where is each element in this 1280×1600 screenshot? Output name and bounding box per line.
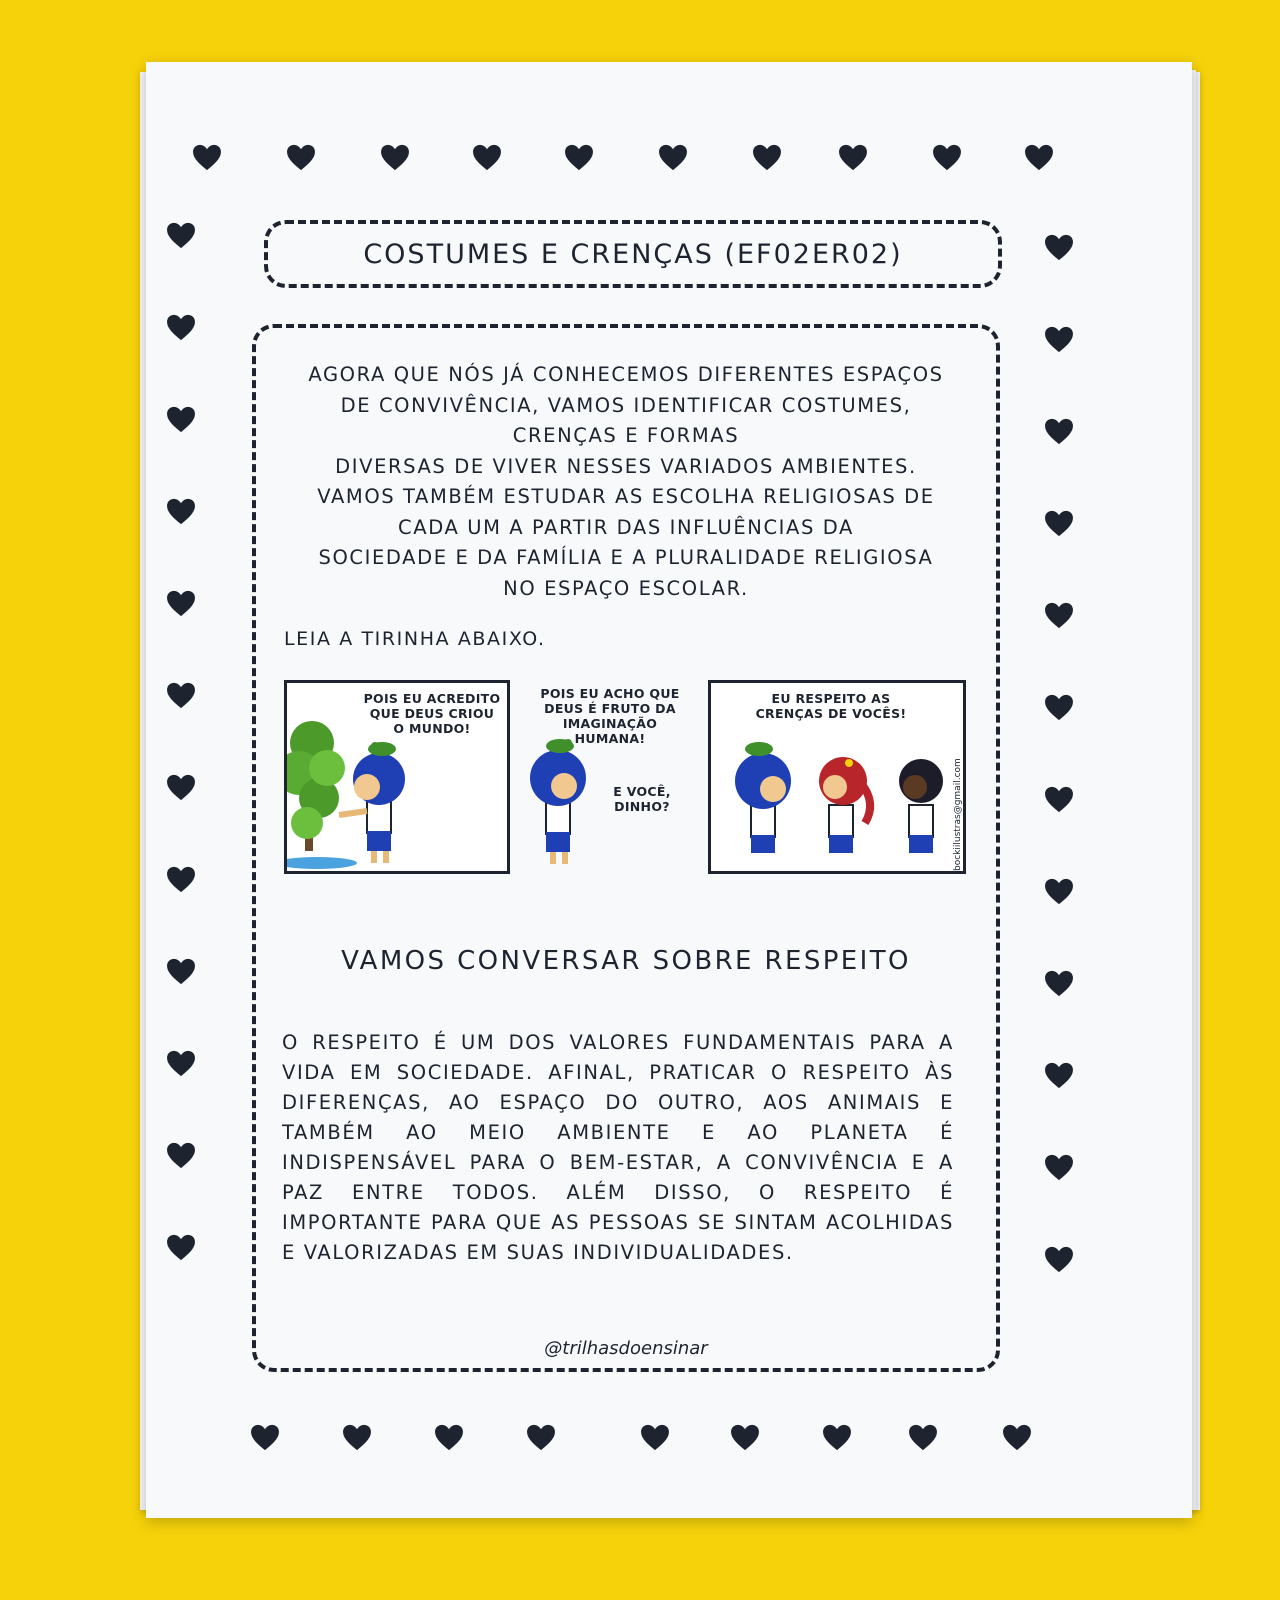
heart-icon [1044, 602, 1074, 629]
heart-icon [250, 1424, 280, 1451]
panel-1-speech: POIS EU ACREDITO QUE DEUS CRIOU O MUNDO! [363, 691, 501, 736]
section-subtitle: VAMOS CONVERSAR SOBRE RESPEITO [341, 946, 911, 976]
heart-icon [1044, 510, 1074, 537]
heart-icon [1044, 694, 1074, 721]
panel-2-speech: POIS EU ACHO QUE DEUS É FRUTO DA IMAGINAÇÃO HUMANA! [540, 686, 680, 746]
comic-panel-3 [708, 680, 966, 874]
worksheet-page [146, 62, 1192, 1518]
body-paragraph: O RESPEITO É UM DOS VALORES FUNDAMENTAIS PARA A VIDA EM SOCIEDADE. AFINAL, PRATICAR O RESPEITO ÀS DIFERENÇAS, AO ESPAÇO DO OUTRO, AOS ANIMAIS E TAMBÉM AO MEIO AMBIENTE E AO PLANETA É INDISPENSÁVEL PARA O BEM-ESTAR, A CONVIVÊNCIA E A PAZ ENTRE TODOS. ALÉM DISSO, O RESPEITO É IMPORTANTE PARA QUE AS PESSOAS SE SINTAM ACOLHIDAS E VALORIZADAS EM SUAS INDIVIDUALIDADES. [282, 1031, 954, 1264]
heart-icon [166, 682, 196, 709]
title-frame [264, 220, 1002, 288]
heart-icon [166, 1050, 196, 1077]
heart-icon [838, 144, 868, 171]
comic-strip [284, 680, 964, 880]
comic-panel-2 [520, 680, 700, 874]
heart-icon [1002, 1424, 1032, 1451]
panel-3-speech: EU RESPEITO AS CRENÇAS DE VOCÊS! [755, 691, 907, 721]
intro-paragraph [280, 360, 972, 604]
comic-panel-1 [284, 680, 510, 874]
heart-icon [1044, 234, 1074, 261]
heart-icon [1044, 970, 1074, 997]
heart-icon [1044, 1154, 1074, 1181]
intro-line: CRENÇAS E FORMAS [512, 424, 740, 447]
heart-icon [166, 406, 196, 433]
author-signature: @trilhasdoensinar [544, 1338, 708, 1359]
heart-icon [166, 1142, 196, 1169]
heart-icon [342, 1424, 372, 1451]
heart-icon [752, 144, 782, 171]
intro-line: VAMOS TAMBÉM ESTUDAR AS ESCOLHA RELIGIOSAS DE [317, 485, 935, 508]
heart-icon [822, 1424, 852, 1451]
heart-icon [472, 144, 502, 171]
intro-line: AGORA QUE NÓS JÁ CONHECEMOS DIFERENTES ESPAÇOS [308, 363, 944, 386]
heart-icon [932, 144, 962, 171]
comic-credit: bockiilustras@gmail.com [953, 758, 963, 871]
heart-icon [434, 1424, 464, 1451]
heart-icon [640, 1424, 670, 1451]
heart-icon [166, 314, 196, 341]
intro-line: DIVERSAS DE VIVER NESSES VARIADOS AMBIENTES. [335, 454, 917, 478]
heart-icon [526, 1424, 556, 1451]
instruction-text: LEIA A TIRINHA ABAIXO. [284, 628, 546, 650]
heart-icon [380, 144, 410, 171]
heart-icon [166, 774, 196, 801]
heart-icon [1024, 144, 1054, 171]
heart-icon [1044, 326, 1074, 353]
heart-icon [1044, 1062, 1074, 1089]
content-frame [252, 324, 1000, 1372]
heart-icon [166, 1234, 196, 1261]
intro-line: DE CONVIVÊNCIA, VAMOS IDENTIFICAR COSTUMES, [340, 393, 912, 417]
intro-line: SOCIEDADE E DA FAMÍLIA E A PLURALIDADE RELIGIOSA [318, 546, 934, 569]
heart-icon [192, 144, 222, 171]
worksheet-title: COSTUMES E CRENÇAS (EF02ER02) [363, 238, 903, 270]
heart-icon [1044, 1246, 1074, 1273]
heart-icon [166, 590, 196, 617]
heart-icon [658, 144, 688, 171]
intro-line: NO ESPAÇO ESCOLAR. [503, 576, 749, 600]
heart-icon [1044, 418, 1074, 445]
intro-line: CADA UM A PARTIR DAS INFLUÊNCIAS DA [398, 515, 854, 539]
heart-icon [730, 1424, 760, 1451]
heart-icon [1044, 786, 1074, 813]
heart-icon [166, 958, 196, 985]
heart-icon [166, 866, 196, 893]
heart-icon [908, 1424, 938, 1451]
heart-icon [1044, 878, 1074, 905]
heart-icon [286, 144, 316, 171]
panel-2-question: E VOCÊ, DINHO? [613, 784, 671, 814]
heart-icon [564, 144, 594, 171]
heart-icon [166, 222, 196, 249]
heart-icon [166, 498, 196, 525]
